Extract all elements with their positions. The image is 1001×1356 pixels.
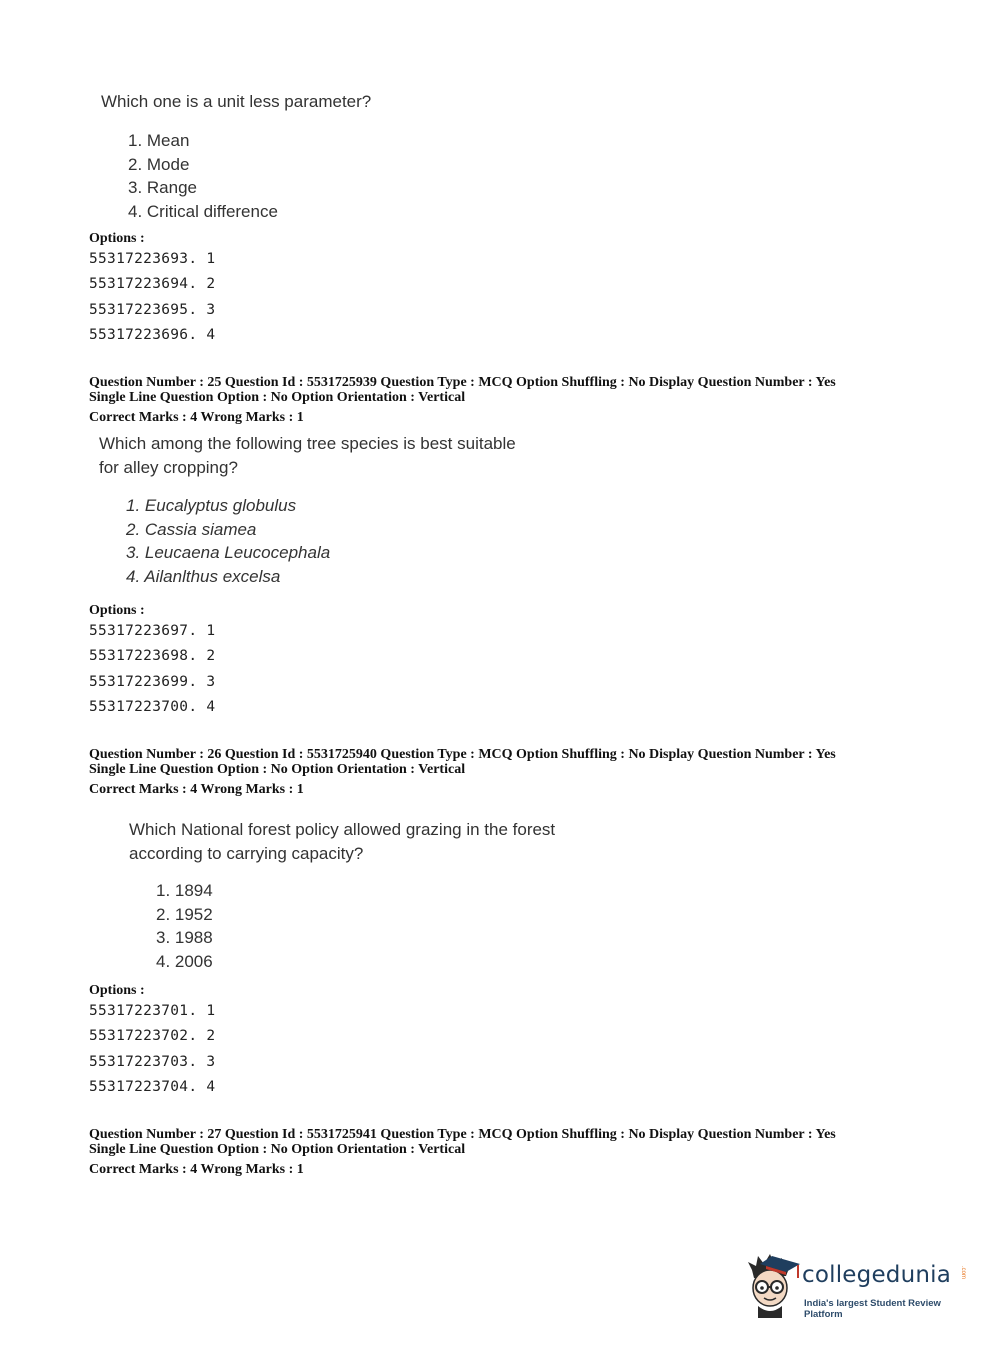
- question-26-meta-line1: Question Number : 26 Question Id : 5531725940 Question Type : MCQ Option Shuffling : No Display Question Number : Yes: [89, 747, 836, 762]
- logo-wordmark: collegedunia: [802, 1262, 952, 1288]
- choice-item: 1. Mean: [128, 131, 190, 150]
- option-code: 55317223693. 1: [89, 251, 216, 267]
- mascot-graduation-cap-icon: [742, 1250, 802, 1318]
- choice-item: 1. 1894: [156, 881, 213, 900]
- option-code: 55317223696. 4: [89, 326, 216, 343]
- question-27-meta-line1: Question Number : 27 Question Id : 5531725941 Question Type : MCQ Option Shuffling : No Display Question Number : Yes: [89, 1127, 836, 1142]
- question-25-choices: [126, 494, 330, 588]
- option-code: 55317223698. 2: [89, 648, 216, 665]
- option-code: 55317223703. 3: [89, 1053, 216, 1070]
- question-26-text: [129, 818, 555, 866]
- option-code: 55317223702. 2: [89, 1028, 216, 1045]
- question-25-option-codes: [89, 619, 215, 720]
- choice-item: 1. Eucalyptus globulus: [126, 496, 297, 515]
- question-26-choices: [156, 879, 213, 973]
- question-24-option-codes: [89, 247, 215, 348]
- choice-item: 2. Cassia siamea: [126, 519, 257, 539]
- choice-item: 4. Ailanlthus excelsa: [126, 566, 281, 586]
- option-code: 55317223697. 1: [89, 623, 216, 639]
- question-25-text: [99, 432, 516, 480]
- choice-item: 3. 1988: [156, 928, 213, 947]
- collegedunia-logo: [742, 1250, 972, 1320]
- question-26-marks: Correct Marks : 4 Wrong Marks : 1: [89, 782, 304, 797]
- option-code: 55317223700. 4: [89, 698, 216, 715]
- question-27-meta-line2: Single Line Question Option : No Option Orientation : Vertical: [89, 1142, 466, 1157]
- question-25-meta-line1: Question Number : 25 Question Id : 5531725939 Question Type : MCQ Option Shuffling : No Display Question Number : Yes: [89, 375, 836, 390]
- options-label: Options :: [89, 983, 145, 998]
- question-24-choices: [128, 129, 278, 223]
- choice-item: 2. Mode: [128, 154, 190, 174]
- question-24-text: Which one is a unit less parameter?: [101, 92, 372, 111]
- choice-item: 4. 2006: [156, 951, 213, 971]
- option-code: 55317223704. 4: [89, 1078, 216, 1095]
- question-25-meta-line2: Single Line Question Option : No Option Orientation : Vertical: [89, 390, 466, 405]
- question-26-text-line1: Which National forest policy allowed grazing in the forest: [129, 820, 556, 839]
- options-label: Options :: [89, 231, 145, 246]
- logo-tagline: India's largest Student Review Platform: [804, 1298, 941, 1320]
- question-27-marks: Correct Marks : 4 Wrong Marks : 1: [89, 1162, 304, 1177]
- choice-item: 2. 1952: [156, 904, 213, 924]
- option-code: 55317223695. 3: [89, 301, 216, 318]
- question-26-text-line2: according to carrying capacity?: [129, 844, 364, 863]
- question-26-meta-line2: Single Line Question Option : No Option Orientation : Vertical: [89, 762, 466, 777]
- question-25-marks: Correct Marks : 4 Wrong Marks : 1: [89, 410, 304, 425]
- question-25-text-line2: for alley cropping?: [99, 458, 238, 477]
- question-26-option-codes: [89, 999, 215, 1100]
- option-code: 55317223694. 2: [89, 276, 216, 293]
- question-25-text-line1: Which among the following tree species is best suitable: [99, 434, 516, 453]
- logo-com-suffix: .com: [960, 1266, 966, 1280]
- choice-item: 3. Leucaena Leucocephala: [126, 543, 331, 562]
- options-label: Options :: [89, 603, 145, 618]
- choice-item: 4. Critical difference: [128, 201, 278, 221]
- choice-item: 3. Range: [128, 178, 197, 197]
- option-code: 55317223699. 3: [89, 673, 216, 690]
- option-code: 55317223701. 1: [89, 1003, 216, 1019]
